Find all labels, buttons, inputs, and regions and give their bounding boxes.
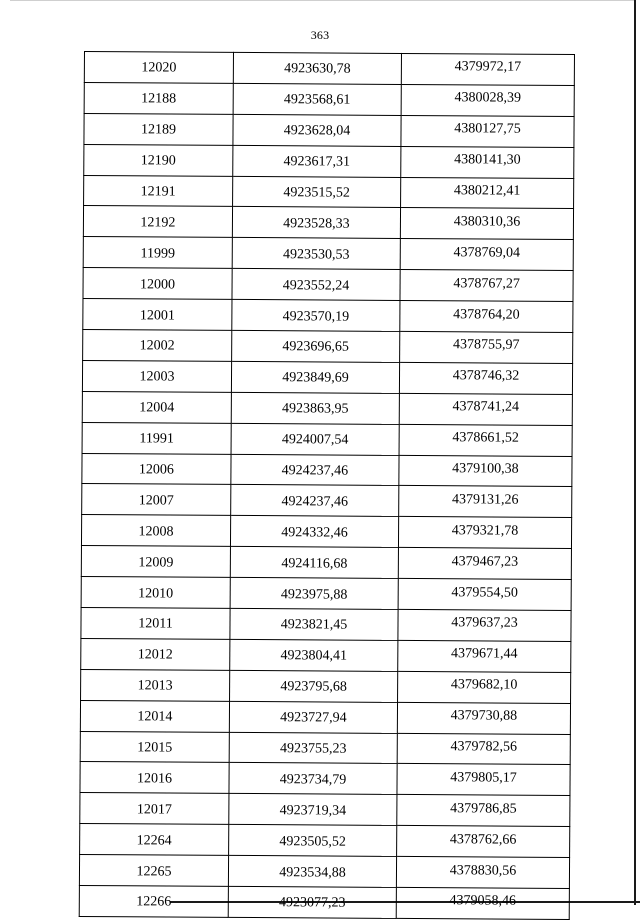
x-coordinate-cell: 4923795,68 xyxy=(230,670,398,702)
point-number-cell: 11999 xyxy=(83,237,232,269)
table-row xyxy=(83,330,573,364)
table-row xyxy=(81,577,571,611)
x-coordinate-cell: 4923863,95 xyxy=(231,392,399,424)
y-coordinate-cell: 4378741,24 xyxy=(399,393,572,425)
table-row xyxy=(82,453,572,487)
y-coordinate-cell: 4380028,39 xyxy=(401,84,574,116)
table-row xyxy=(84,113,574,147)
point-number-cell: 12192 xyxy=(83,206,232,238)
table-row xyxy=(83,206,573,240)
table-row xyxy=(84,175,574,209)
point-number-cell: 11991 xyxy=(82,422,231,454)
table-row xyxy=(84,82,574,116)
y-coordinate-cell: 4379058,46 xyxy=(396,887,569,919)
x-coordinate-cell: 4923617,31 xyxy=(233,145,401,177)
page-number: 363 xyxy=(310,28,330,42)
y-coordinate-cell: 4379682,10 xyxy=(398,671,571,703)
y-coordinate-cell: 4379131,26 xyxy=(399,486,572,518)
y-coordinate-cell: 4380141,30 xyxy=(401,146,574,178)
point-number-cell: 12190 xyxy=(84,144,233,176)
x-coordinate-cell: 4923568,61 xyxy=(233,83,401,115)
table-row xyxy=(83,237,573,271)
x-coordinate-cell: 4923505,52 xyxy=(229,825,397,857)
x-coordinate-cell: 4924237,46 xyxy=(231,454,399,486)
x-coordinate-cell: 4923628,04 xyxy=(233,114,401,146)
point-number-cell: 12008 xyxy=(81,515,230,547)
y-coordinate-cell: 4378762,66 xyxy=(397,826,570,858)
point-number-cell: 12006 xyxy=(82,453,231,485)
y-coordinate-cell: 4379805,17 xyxy=(397,764,570,796)
x-coordinate-cell: 4923975,88 xyxy=(230,578,398,610)
x-coordinate-cell: 4923727,94 xyxy=(229,701,397,733)
point-number-cell: 12004 xyxy=(82,391,231,423)
x-coordinate-cell: 4924332,46 xyxy=(230,516,398,548)
table-row xyxy=(81,669,571,703)
x-coordinate-cell: 4923534,88 xyxy=(228,856,396,888)
point-number-cell: 12189 xyxy=(84,113,233,145)
point-number-cell: 12001 xyxy=(83,299,232,331)
point-number-cell: 12003 xyxy=(82,360,231,392)
point-number-cell: 12009 xyxy=(81,546,230,578)
point-number-cell: 12266 xyxy=(79,886,228,918)
x-coordinate-cell: 4923849,69 xyxy=(231,361,399,393)
x-coordinate-cell: 4923755,23 xyxy=(229,732,397,764)
y-coordinate-cell: 4379321,78 xyxy=(398,517,571,549)
point-number-cell: 12191 xyxy=(84,175,233,207)
page-edge-top xyxy=(10,0,634,1)
table-row xyxy=(83,268,573,302)
x-coordinate-cell: 4924007,54 xyxy=(231,423,399,455)
point-number-cell: 12265 xyxy=(79,855,228,887)
table-row xyxy=(84,52,574,86)
point-number-cell: 12000 xyxy=(83,268,232,300)
point-number-cell: 12012 xyxy=(81,638,230,670)
y-coordinate-cell: 4379782,56 xyxy=(397,733,570,765)
table-row xyxy=(84,144,574,178)
x-coordinate-cell: 4923630,78 xyxy=(233,52,401,84)
x-coordinate-cell: 4923528,33 xyxy=(232,207,400,239)
x-coordinate-cell: 4923077,23 xyxy=(228,886,396,918)
x-coordinate-cell: 4923804,41 xyxy=(230,639,398,671)
y-coordinate-cell: 4378764,20 xyxy=(400,301,573,333)
y-coordinate-cell: 4378830,56 xyxy=(396,857,569,889)
table-row xyxy=(81,515,571,549)
y-coordinate-cell: 4379972,17 xyxy=(401,53,574,85)
point-number-cell: 12017 xyxy=(80,793,229,825)
point-number-cell: 12188 xyxy=(84,82,233,114)
point-number-cell: 12011 xyxy=(81,608,230,640)
point-number-cell: 12015 xyxy=(80,731,229,763)
page-edge-right xyxy=(634,0,636,905)
x-coordinate-cell: 4923570,19 xyxy=(232,300,400,332)
y-coordinate-cell: 4379637,23 xyxy=(398,609,571,641)
table-row xyxy=(82,360,572,394)
y-coordinate-cell: 4380212,41 xyxy=(401,177,574,209)
y-coordinate-cell: 4380127,75 xyxy=(401,115,574,147)
table-row xyxy=(82,391,572,425)
x-coordinate-cell: 4923734,79 xyxy=(229,763,397,795)
y-coordinate-cell: 4379671,44 xyxy=(398,640,571,672)
y-coordinate-cell: 4378746,32 xyxy=(399,362,572,394)
x-coordinate-cell: 4923530,53 xyxy=(232,238,400,270)
point-number-cell: 12264 xyxy=(80,824,229,856)
table-row xyxy=(80,762,570,796)
y-coordinate-cell: 4379554,50 xyxy=(398,579,571,611)
coordinates-table-body xyxy=(79,52,574,920)
point-number-cell: 12013 xyxy=(81,669,230,701)
coordinates-table xyxy=(79,51,575,920)
table-row xyxy=(82,484,572,518)
table-row xyxy=(82,422,572,456)
y-coordinate-cell: 4379100,38 xyxy=(399,455,572,487)
x-coordinate-cell: 4923552,24 xyxy=(232,269,400,301)
point-number-cell: 12002 xyxy=(83,330,232,362)
x-coordinate-cell: 4923719,34 xyxy=(229,794,397,826)
table-row xyxy=(80,824,570,858)
point-number-cell: 12020 xyxy=(84,52,233,84)
y-coordinate-cell: 4379786,85 xyxy=(397,795,570,827)
x-coordinate-cell: 4924237,46 xyxy=(231,485,399,517)
table-row xyxy=(81,638,571,672)
y-coordinate-cell: 4380310,36 xyxy=(400,208,573,240)
table-row xyxy=(79,886,569,920)
x-coordinate-cell: 4923696,65 xyxy=(232,330,400,362)
table-row xyxy=(81,546,571,580)
table-row xyxy=(79,855,569,889)
table-row xyxy=(80,793,570,827)
point-number-cell: 12007 xyxy=(82,484,231,516)
table-row xyxy=(80,700,570,734)
point-number-cell: 12014 xyxy=(80,700,229,732)
y-coordinate-cell: 4378767,27 xyxy=(400,270,573,302)
x-coordinate-cell: 4923821,45 xyxy=(230,608,398,640)
y-coordinate-cell: 4379467,23 xyxy=(398,548,571,580)
y-coordinate-cell: 4378755,97 xyxy=(400,331,573,363)
y-coordinate-cell: 4378769,04 xyxy=(400,239,573,271)
x-coordinate-cell: 4924116,68 xyxy=(230,547,398,579)
point-number-cell: 12010 xyxy=(81,577,230,609)
table-row xyxy=(81,608,571,642)
point-number-cell: 12016 xyxy=(80,762,229,794)
x-coordinate-cell: 4923515,52 xyxy=(233,176,401,208)
table-row xyxy=(80,731,570,765)
y-coordinate-cell: 4378661,52 xyxy=(399,424,572,456)
y-coordinate-cell: 4379730,88 xyxy=(397,702,570,734)
table-row xyxy=(83,299,573,333)
